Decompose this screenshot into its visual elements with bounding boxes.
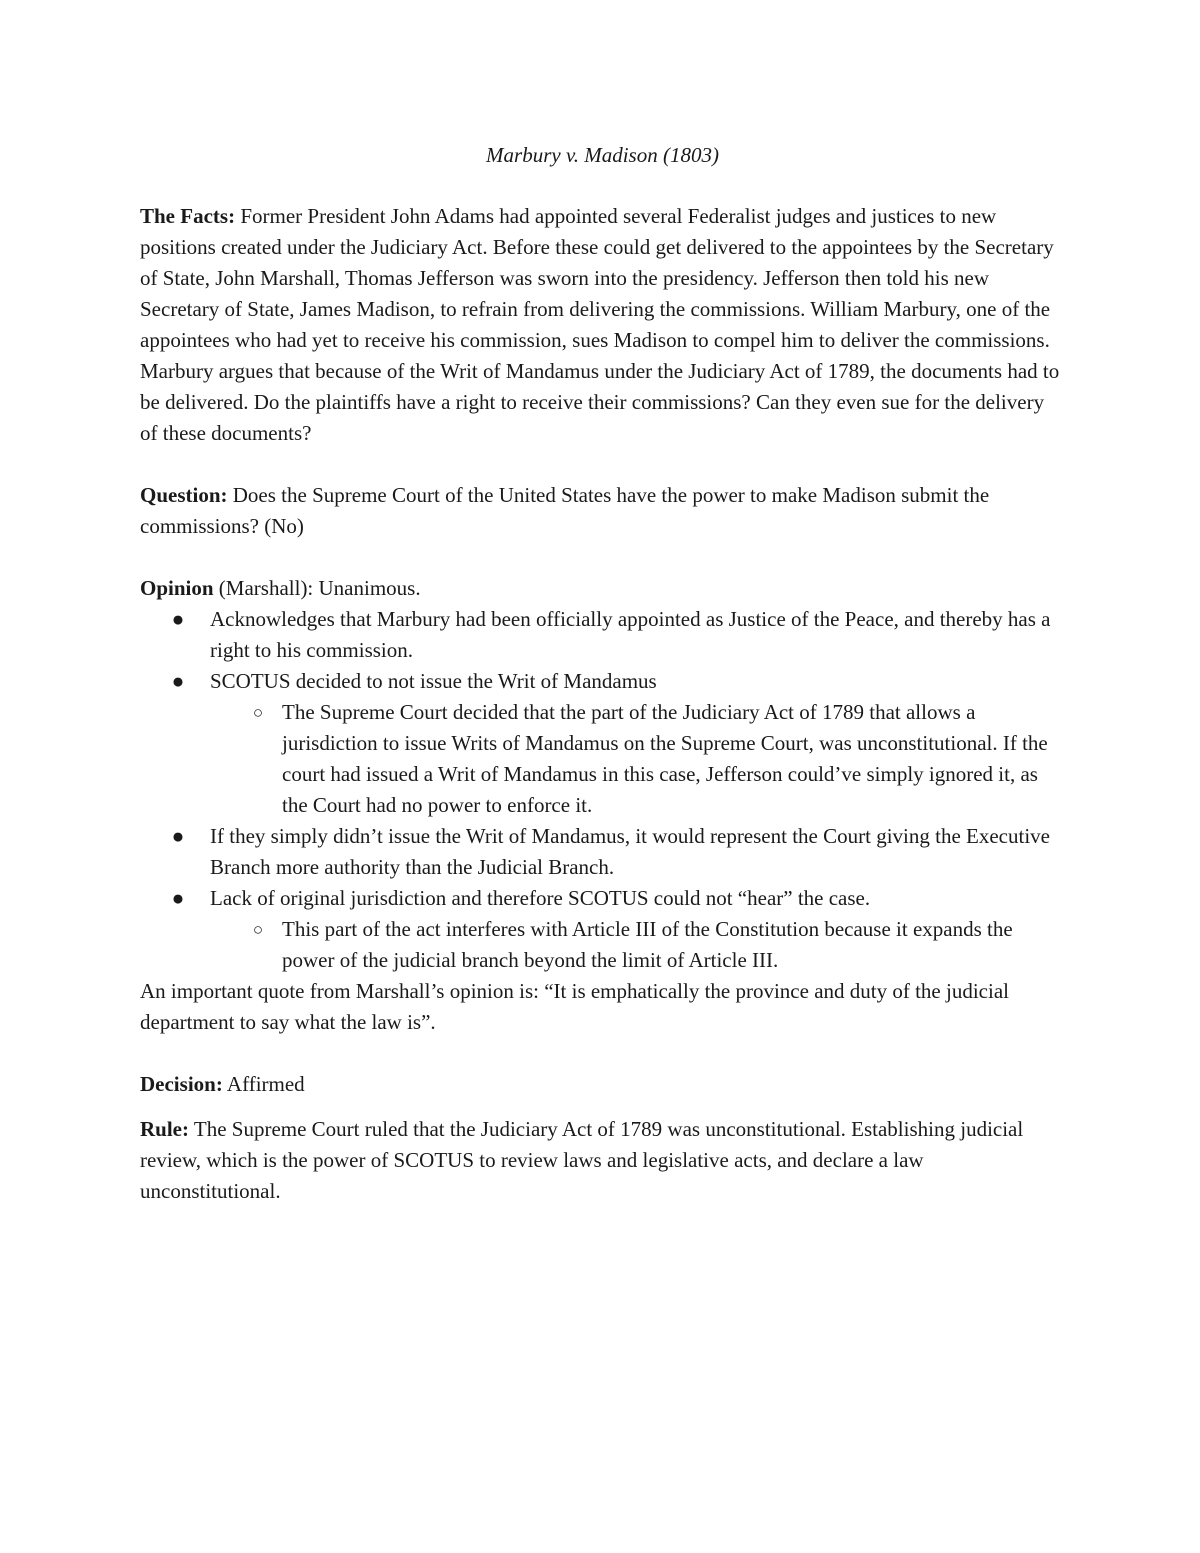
decision-text: Affirmed <box>222 1072 305 1096</box>
opinion-bullet-item <box>140 821 1065 883</box>
opinion-sub-list <box>210 914 1065 976</box>
opinion-bullet-item <box>140 604 1065 666</box>
opinion-bullet-list <box>140 604 1065 976</box>
opinion-heading <box>140 573 1065 604</box>
opinion-sub-text: The Supreme Court decided that the part of the Judiciary Act of 1789 that allows a jurisdiction to issue Writs of Mandamus on the Supreme Court, was unconstitutional. If the court had issued a Writ of Mandamus in this case, Jefferson could’ve simply ignored it, as the Court had no power to enforce it. <box>282 700 1048 817</box>
opinion-sub-list <box>210 697 1065 821</box>
opinion-label: Opinion <box>140 576 214 600</box>
sub-bullet-icon: ○ <box>252 703 264 722</box>
document-title: Marbury v. Madison (1803) <box>486 143 719 167</box>
rule-text: The Supreme Court ruled that the Judiciary Act of 1789 was unconstitutional. Establishing judicial review, which is the power of SCOTUS to review laws and legislative acts, and declare a law unconstitutional. <box>140 1117 1024 1203</box>
bullet-icon: ● <box>171 824 185 848</box>
document-page <box>140 140 1065 1207</box>
rule-paragraph <box>140 1114 1065 1207</box>
sub-bullet-icon: ○ <box>252 920 264 939</box>
question-paragraph <box>140 480 1065 542</box>
bullet-icon: ● <box>171 607 185 631</box>
opinion-section <box>140 573 1065 1038</box>
opinion-text: (Marshall): Unanimous. <box>213 576 421 600</box>
opinion-bullet-text: Acknowledges that Marbury had been officially appointed as Justice of the Peace, and thereby has a right to his commission. <box>210 607 1051 662</box>
marshall-quote: An important quote from Marshall’s opinion is: “It is emphatically the province and duty of the judicial department to say what the law is”. <box>140 979 1009 1034</box>
opinion-sub-item <box>210 697 1065 821</box>
facts-label: The Facts: <box>140 204 236 228</box>
opinion-sub-item <box>210 914 1065 976</box>
decision-paragraph <box>140 1069 1065 1100</box>
bullet-icon: ● <box>171 669 185 693</box>
opinion-bullet-item <box>140 666 1065 821</box>
decision-label: Decision: <box>140 1072 223 1096</box>
bullet-icon: ● <box>171 886 185 910</box>
rule-label: Rule: <box>140 1117 189 1141</box>
opinion-sub-text: This part of the act interferes with Article III of the Constitution because it expands the power of the judicial branch beyond the limit of Article III. <box>282 917 1013 972</box>
facts-paragraph <box>140 201 1065 449</box>
opinion-bullet-text: Lack of original jurisdiction and therefore SCOTUS could not “hear” the case. <box>210 886 871 910</box>
opinion-bullet-text: SCOTUS decided to not issue the Writ of Mandamus <box>210 669 657 693</box>
opinion-bullet-item <box>140 883 1065 976</box>
question-label: Question: <box>140 483 228 507</box>
facts-text: Former President John Adams had appointed several Federalist judges and justices to new positions created under the Judiciary Act. Before these could get delivered to the appointees by the Secretary of State, John Marshall, Thomas Jefferson was sworn into the presidency. Jefferson then told his new Secretary of State, James Madison, to refrain from delivering the commissions. William Marbury, one of the appointees who had yet to receive his commission, sues Madison to compel him to deliver the commissions. Marbury argues that because of the Writ of Mandamus under the Judiciary Act of 1789, the documents had to be delivered. Do the plaintiffs have a right to receive their commissions? Can they even sue for the delivery of these documents? <box>140 204 1060 445</box>
opinion-bullet-text: If they simply didn’t issue the Writ of Mandamus, it would represent the Court giving the Executive Branch more authority than the Judicial Branch. <box>210 824 1050 879</box>
question-text: Does the Supreme Court of the United States have the power to make Madison submit the commissions? (No) <box>140 483 990 538</box>
